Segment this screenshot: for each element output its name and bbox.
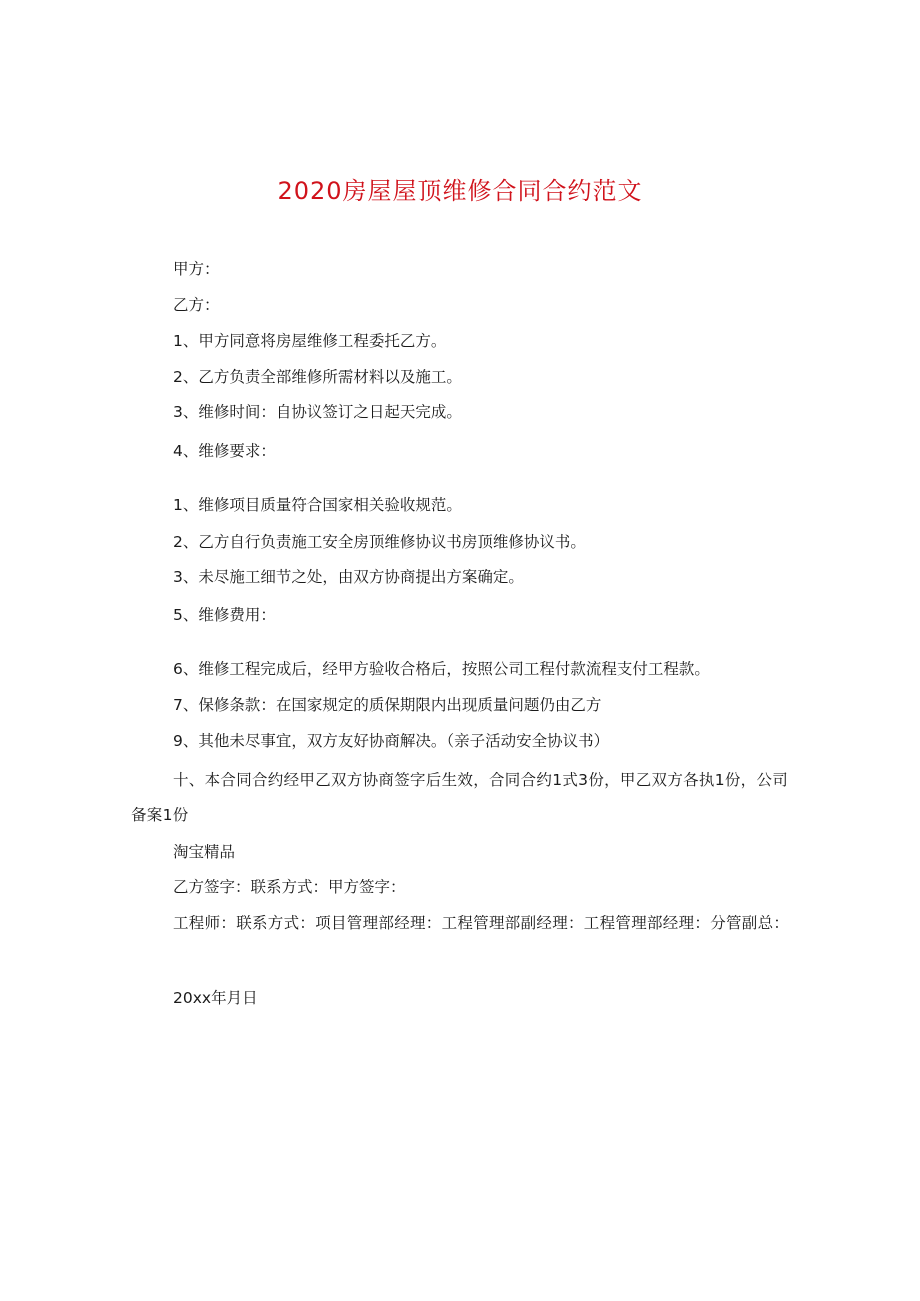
clause-5: 5、维修费用： [173,606,276,624]
clause-1: 1、甲方同意将房屋维修工程委托乙方。 [173,332,447,350]
taobao-label: 淘宝精品 [173,843,236,861]
document-title: 2020房屋屋顶维修合同合约范文 [277,177,643,205]
requirement-1: 1、维修项目质量符合国家相关验收规范。 [173,496,462,514]
clause-10: 十、本合同合约经甲乙双方协商签字后生效，合同合约1式3份，甲乙双方各执1份，公司备案1份 [131,771,789,824]
document-date: 20xx年月日 [173,989,258,1007]
clause-9: 9、其他未尽事宜，双方友好协商解决。（亲子活动安全协议书） [173,732,610,750]
signature-line-1: 乙方签字：联系方式：甲方签字： [173,878,406,896]
requirement-3: 3、未尽施工细节之处，由双方协商提出方案确定。 [173,568,524,586]
clause-2: 2、乙方负责全部维修所需材料以及施工。 [173,368,462,386]
clause-3: 3、维修时间：自协议签订之日起天完成。 [173,403,462,421]
clause-7: 7、保修条款：在国家规定的质保期限内出现质量问题仍由乙方 [173,696,602,714]
requirement-2: 2、乙方自行负责施工安全房顶维修协议书房顶维修协议书。 [173,533,586,551]
signature-line-2: 工程师：联系方式：项目管理部经理：工程管理部副经理：工程管理部经理：分管副总： [173,914,790,932]
party-b-label: 乙方： [173,296,220,314]
clause-4: 4、维修要求： [173,442,276,460]
clause-6: 6、维修工程完成后，经甲方验收合格后，按照公司工程付款流程支付工程款。 [173,660,710,678]
party-a-label: 甲方： [173,260,220,278]
